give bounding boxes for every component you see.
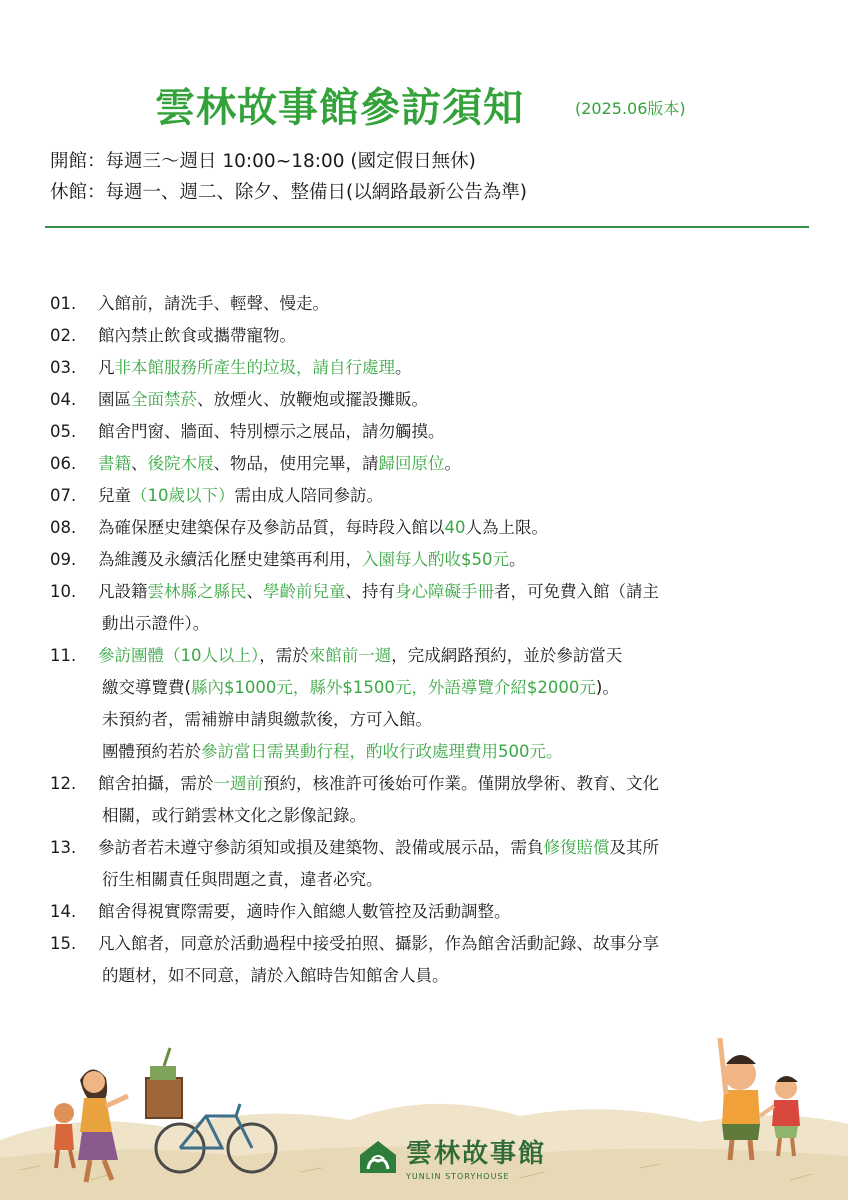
rule-segment: ，需於	[259, 646, 309, 665]
rule-line	[98, 768, 790, 800]
highlight-text: 40	[444, 518, 466, 537]
rule-segment: 衍生相關責任與問題之責，違者必究。	[102, 870, 383, 889]
highlight-text: 縣內$1000元，縣外$1500元，外語導覽介紹$2000元	[190, 678, 596, 697]
rule-line	[98, 384, 790, 416]
rule-item	[50, 768, 790, 832]
rule-item	[50, 352, 790, 384]
rule-item	[50, 896, 790, 928]
highlight-text: 全面禁菸	[131, 390, 197, 409]
rule-line	[98, 704, 790, 736]
rule-line	[98, 672, 790, 704]
rule-text	[98, 576, 790, 640]
highlight-text: 後院木屐	[147, 454, 214, 473]
page-title: 雲林故事館參訪須知	[155, 85, 524, 131]
rule-segment: ，完成網路預約，並於參訪當天	[391, 646, 623, 665]
rule-text	[98, 512, 790, 544]
rule-segment: 、	[131, 454, 148, 473]
open-hours-text: 開館：每週三～週日 10:00~18:00 (國定假日無休)	[50, 151, 476, 172]
rule-line	[98, 608, 790, 640]
rule-number: 13.	[50, 838, 77, 857]
rule-segment: 預約，核准許可後始可作業。僅開放學術、教育、文化	[263, 774, 659, 793]
rule-item	[50, 832, 790, 896]
divider	[45, 226, 809, 228]
rule-number: 05.	[50, 422, 77, 441]
rule-line	[98, 960, 790, 992]
rule-line	[98, 640, 790, 672]
footer-illustration	[0, 1020, 848, 1200]
rule-text	[98, 640, 790, 768]
rule-text	[98, 320, 790, 352]
rule-text	[98, 288, 790, 320]
rule-item	[50, 928, 790, 992]
rule-line	[98, 832, 790, 864]
rule-line	[98, 544, 790, 576]
rule-text	[98, 896, 790, 928]
rule-segment: 團體預約若於	[102, 742, 201, 761]
logo-chinese-name: 雲林故事館	[406, 1139, 547, 1169]
rule-segment: 館舍門窗、牆面、特別標示之展品，請勿觸摸。	[98, 422, 445, 441]
rule-line	[98, 416, 790, 448]
rule-text	[98, 832, 790, 896]
rule-text	[98, 768, 790, 832]
rule-segment: 、放煙火、放鞭炮或擺設攤販。	[197, 390, 428, 409]
rule-item	[50, 512, 790, 544]
rule-line	[98, 736, 790, 768]
rule-number: 04.	[50, 390, 77, 409]
rule-text	[98, 928, 790, 992]
rule-segment: 凡	[98, 358, 115, 377]
highlight-text: 雲林縣之縣民	[147, 582, 247, 601]
rule-number: 10.	[50, 582, 77, 601]
rule-line	[98, 512, 790, 544]
rule-number: 07.	[50, 486, 77, 505]
rule-segment: 館舍拍攝，需於	[98, 774, 214, 793]
header	[0, 72, 848, 132]
version-label: (2025.06版本)	[575, 99, 686, 118]
rule-text	[98, 384, 790, 416]
rule-segment: 者，可免費入館（請主	[494, 582, 659, 601]
highlight-text: 學齡前兒童	[263, 582, 346, 601]
rule-item	[50, 288, 790, 320]
rule-text	[98, 416, 790, 448]
rule-number: 09.	[50, 550, 77, 569]
rule-text	[98, 544, 790, 576]
rule-line	[98, 288, 790, 320]
rule-segment: 及其所	[609, 838, 659, 857]
rule-item	[50, 480, 790, 512]
rule-segment: 凡入館者，同意於活動過程中接受拍照、攝影，作為館舍活動記錄、故事分享	[98, 934, 659, 953]
highlight-text: 歸回原位	[378, 454, 445, 473]
rule-number: 08.	[50, 518, 77, 537]
rule-line	[98, 576, 790, 608]
rule-number: 01.	[50, 294, 77, 313]
rule-number: 11.	[50, 646, 77, 665]
rule-item	[50, 576, 790, 640]
highlight-text: 書籍	[98, 454, 131, 473]
highlight-text: 參訪團體（10人以上）	[98, 646, 260, 665]
rule-item	[50, 640, 790, 768]
highlight-text: （10歲以下）	[131, 486, 235, 505]
rule-segment: 相關，或行銷雲林文化之影像記錄。	[102, 806, 366, 825]
rule-segment: 入館前，請洗手、輕聲、慢走。	[98, 294, 329, 313]
rule-segment: 館內禁止飲食或攜帶寵物。	[98, 326, 296, 345]
rule-number: 15.	[50, 934, 77, 953]
logo	[358, 1133, 546, 1181]
highlight-text: 參訪當日需異動行程，酌收行政處理費用500元。	[201, 742, 563, 761]
rule-number: 06.	[50, 454, 77, 473]
rule-text	[98, 448, 790, 480]
highlight-text: 修復賠償	[543, 838, 610, 857]
rule-segment: 人為上限。	[465, 518, 548, 537]
rule-segment: 為確保歷史建築保存及參訪品質，每時段入館以	[98, 518, 445, 537]
rule-segment: 未預約者，需補辦申請與繳款後，方可入館。	[102, 710, 432, 729]
rule-line	[98, 448, 790, 480]
rule-segment: 的題材，如不同意，請於入館時告知館舍人員。	[102, 966, 449, 985]
rule-segment: 動出示證件）。	[102, 614, 210, 633]
highlight-text: 一週前	[213, 774, 263, 793]
rule-segment: 、物品，使用完畢，請	[213, 454, 379, 473]
rule-segment: 為維護及永續活化歷史建築再利用，	[98, 550, 362, 569]
opening-hours	[50, 146, 527, 208]
rule-segment: 、持有	[345, 582, 395, 601]
rule-number: 02.	[50, 326, 77, 345]
rule-segment: 參訪者若未遵守參訪須知或損及建築物、設備或展示品，需負	[98, 838, 544, 857]
highlight-text: 非本館服務所產生的垃圾，請自行處理	[114, 358, 395, 377]
rule-segment: 。	[395, 358, 412, 377]
rule-item	[50, 384, 790, 416]
rule-item	[50, 416, 790, 448]
rule-segment: 園區	[98, 390, 131, 409]
rule-segment: 。	[444, 454, 461, 473]
rule-item	[50, 544, 790, 576]
house-logo-icon	[358, 1139, 398, 1175]
rule-segment: 兒童	[98, 486, 131, 505]
highlight-text: 來館前一週	[308, 646, 392, 665]
rule-item	[50, 320, 790, 352]
rule-line	[98, 896, 790, 928]
rule-text	[98, 352, 790, 384]
rule-line	[98, 928, 790, 960]
rule-text	[98, 480, 790, 512]
highlight-text: 身心障礙手冊	[395, 582, 494, 601]
closed-days-text: 休館：每週一、週二、除夕、整備日(以網路最新公告為準)	[50, 182, 527, 203]
highlight-text: 入園每人酌收$50元	[362, 550, 509, 569]
rule-number: 14.	[50, 902, 77, 921]
rule-line	[98, 864, 790, 896]
rule-line	[98, 480, 790, 512]
rule-line	[98, 320, 790, 352]
rule-segment: 館舍得視實際需要，適時作入館總人數管控及活動調整。	[98, 902, 511, 921]
rule-segment: 需由成人陪同參訪。	[234, 486, 383, 505]
rule-line	[98, 352, 790, 384]
rule-segment: 繳交導覽費(	[102, 678, 191, 697]
rules-list	[50, 288, 790, 992]
rule-segment: 、	[246, 582, 263, 601]
logo-english-name: YUNLIN STORYHOUSE	[406, 1172, 510, 1181]
rule-segment: 凡設籍	[98, 582, 148, 601]
rule-segment: 。	[509, 550, 526, 569]
rule-number: 03.	[50, 358, 77, 377]
rule-item	[50, 448, 790, 480]
rule-number: 12.	[50, 774, 77, 793]
rule-line	[98, 800, 790, 832]
rule-segment: )。	[595, 678, 619, 697]
